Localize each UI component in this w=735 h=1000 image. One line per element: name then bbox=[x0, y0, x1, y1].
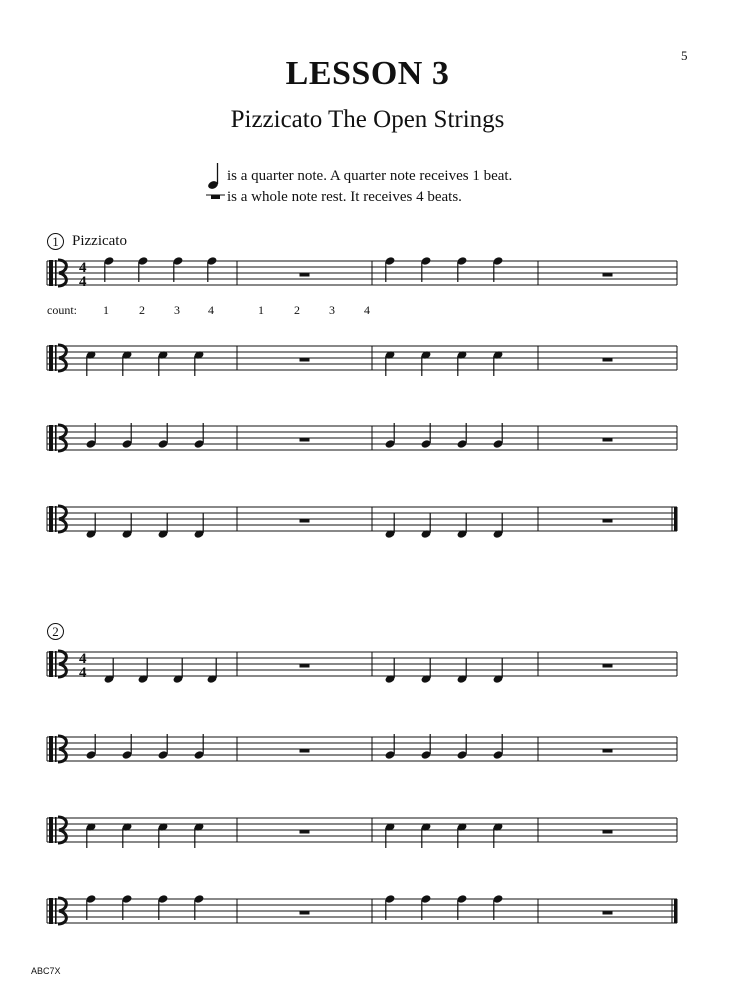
count-label: count: bbox=[47, 303, 77, 317]
final-barline-thick bbox=[674, 507, 678, 531]
alto-clef-bar bbox=[49, 425, 53, 451]
count-number: 1 bbox=[258, 303, 264, 317]
count-number: 4 bbox=[364, 303, 370, 317]
lesson-subtitle: Pizzicato The Open Strings bbox=[230, 106, 505, 133]
time-signature-top: 4 bbox=[79, 260, 87, 276]
whole-rest bbox=[603, 749, 613, 753]
whole-rest bbox=[603, 519, 613, 523]
whole-rest bbox=[300, 830, 310, 834]
lesson-title: LESSON 3 bbox=[285, 55, 450, 92]
final-barline-thick bbox=[674, 899, 678, 923]
whole-rest bbox=[300, 749, 310, 753]
whole-rest bbox=[603, 830, 613, 834]
whole-rest bbox=[300, 438, 310, 442]
alto-clef-bar bbox=[49, 260, 53, 286]
time-signature-bottom: 4 bbox=[79, 274, 87, 290]
count-number: 3 bbox=[329, 303, 335, 317]
count-number: 4 bbox=[208, 303, 214, 317]
whole-rest bbox=[603, 911, 613, 915]
alto-clef-thin-bar bbox=[55, 345, 57, 371]
alto-clef-thin-bar bbox=[55, 651, 57, 677]
footer-code: ABC7X bbox=[31, 966, 61, 976]
time-signature-top: 4 bbox=[79, 651, 87, 667]
alto-clef-thin-bar bbox=[55, 817, 57, 843]
alto-clef-thin-bar bbox=[55, 260, 57, 286]
alto-clef-bar bbox=[49, 898, 53, 924]
whole-rest bbox=[603, 273, 613, 277]
whole-rest-text: is a whole note rest. It receives 4 beats. bbox=[227, 189, 462, 205]
whole-rest bbox=[603, 358, 613, 362]
exercise-1-technique: Pizzicato bbox=[72, 233, 127, 249]
whole-rest bbox=[300, 519, 310, 523]
whole-rest bbox=[603, 438, 613, 442]
whole-rest bbox=[300, 273, 310, 277]
count-number: 3 bbox=[174, 303, 180, 317]
whole-rest bbox=[603, 664, 613, 668]
alto-clef-thin-bar bbox=[55, 898, 57, 924]
alto-clef-thin-bar bbox=[55, 425, 57, 451]
count-number: 2 bbox=[139, 303, 145, 317]
alto-clef-thin-bar bbox=[55, 506, 57, 532]
alto-clef-bar bbox=[49, 736, 53, 762]
alto-clef-thin-bar bbox=[55, 736, 57, 762]
time-signature-bottom: 4 bbox=[79, 665, 87, 681]
exercise-number-badge: 1 bbox=[47, 233, 64, 250]
exercise-number-badge: 2 bbox=[47, 623, 64, 640]
count-number: 1 bbox=[103, 303, 109, 317]
whole-rest bbox=[300, 358, 310, 362]
whole-rest bbox=[300, 664, 310, 668]
count-number: 2 bbox=[294, 303, 300, 317]
quarter-note-text: is a quarter note. A quarter note receives 1 beat. bbox=[227, 167, 513, 184]
whole-rest bbox=[300, 911, 310, 915]
alto-clef-bar bbox=[49, 651, 53, 677]
alto-clef-bar bbox=[49, 345, 53, 371]
alto-clef-bar bbox=[49, 817, 53, 843]
alto-clef-bar bbox=[49, 506, 53, 532]
page-number: 5 bbox=[681, 48, 688, 63]
